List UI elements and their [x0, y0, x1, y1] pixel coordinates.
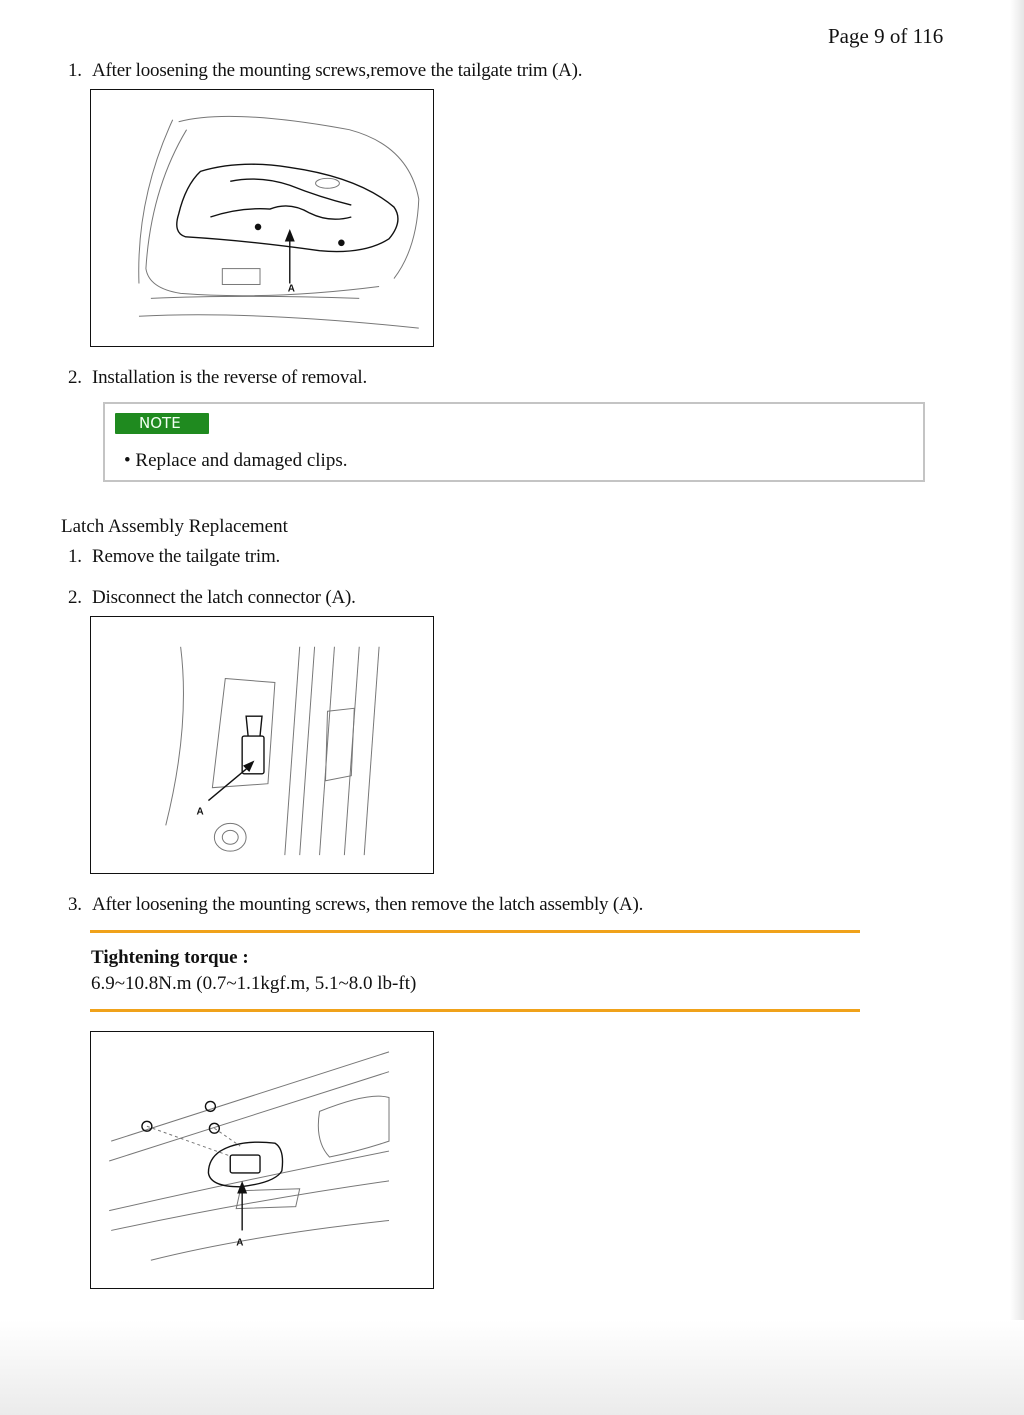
torque-value: 6.9~10.8N.m (0.7~1.1kgf.m, 5.1~8.0 lb-ft) — [91, 973, 417, 994]
step-number: 2. — [68, 367, 82, 388]
step-text: Disconnect the latch connector (A). — [92, 587, 356, 608]
step-text: After loosening the mounting screws, then remove the latch assembly (A). — [92, 894, 644, 915]
note-text: • Replace and damaged clips. — [124, 450, 348, 471]
note-box — [103, 402, 925, 482]
latch-assembly-illustration — [91, 1032, 433, 1288]
page-number: Page 9 of 116 — [828, 24, 944, 48]
section-heading: Latch Assembly Replacement — [61, 516, 288, 537]
step-number: 1. — [68, 60, 82, 81]
tailgate-trim-illustration — [91, 90, 433, 346]
page-bottom-shadow — [0, 1320, 1024, 1415]
step-remove-tailgate-trim — [68, 60, 582, 82]
latch-assembly-figure — [90, 1031, 434, 1289]
step-text: After loosening the mounting screws,remove the tailgate trim (A). — [92, 60, 583, 81]
latch-connector-illustration — [91, 617, 433, 873]
step-number: 2. — [68, 587, 82, 608]
note-badge: NOTE — [115, 413, 209, 434]
step-number: 1. — [68, 546, 82, 567]
step-remove-latch — [68, 894, 643, 916]
torque-rule-bottom — [90, 1009, 860, 1012]
step-number: 3. — [68, 894, 82, 915]
step-disconnect-connector — [68, 587, 356, 609]
latch-connector-figure — [90, 616, 434, 874]
figure-label-a: A — [196, 806, 204, 818]
page-edge-shadow — [1010, 0, 1024, 1415]
step-remove-tailgate-trim-2 — [68, 546, 280, 568]
torque-label: Tightening torque : — [91, 947, 249, 968]
step-text: Installation is the reverse of removal. — [92, 367, 367, 388]
step-text: Remove the tailgate trim. — [92, 546, 281, 567]
step-installation — [68, 367, 367, 389]
torque-rule-top — [90, 930, 860, 933]
figure-label-a: A — [287, 283, 295, 295]
figure-label-a: A — [236, 1237, 244, 1249]
tailgate-trim-figure — [90, 89, 434, 347]
